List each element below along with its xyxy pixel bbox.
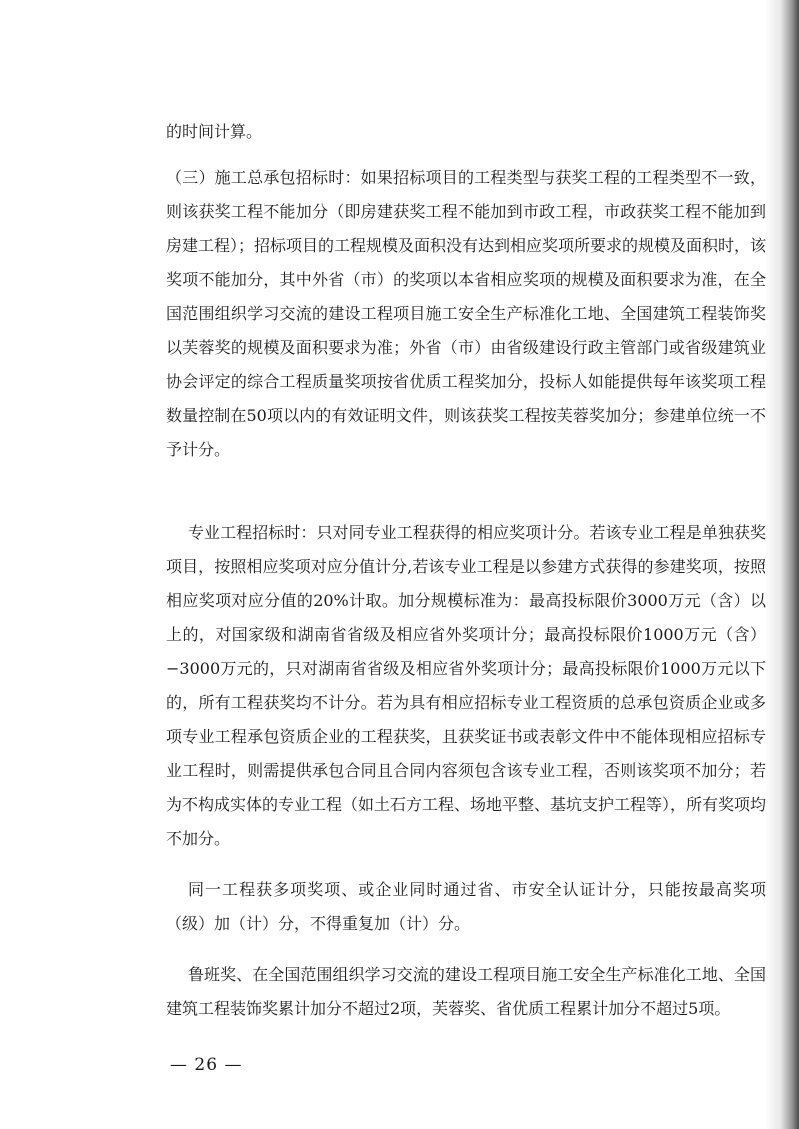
paragraph-specialty-engineering: 专业工程招标时：只对同专业工程获得的相应奖项计分。若该专业工程是单独获奖项目，按照相应奖项对应分值计分,若该专业工程是以参建方式获得的参建奖项，按照相应奖项对应分值的20%计取。加分规模标准为：最高投标限价3000万元（含）以上的，对国家级和湖南省省级及相应省外奖项计分；最高投标限价1000万元（含）−3000万元的，只对湖南省省级及相应省外奖项计分；最高投标限价1000万元以下的，所有工程获奖均不计分。若为具有相应招标专业工程资质的总承包资质企业或多项专业工程承包资质企业的工程获奖，且获奖证书或表彰文件中不能体现相应招标专业工程时，则需提供承包合同且合同内容须包含该专业工程，否则该奖项不加分；若为不构成实体的专业工程（如土石方工程、场地平整、基坑支护工程等），所有奖项均不加分。 xyxy=(166,523,767,848)
paragraph-multiple-awards: 同一工程获多项奖项、或企业同时通过省、市安全认证计分，只能按最高奖项（级）加（计）分，不得重复加（计）分。 xyxy=(166,880,766,933)
paragraph-general-contracting: （三）施工总承包招标时：如果招标项目的工程类型与获奖工程的工程类型不一致，则该获奖工程不能加分（即房建获奖工程不能加到市政工程，市政获奖工程不能加到房建工程）；招标项目的工程规模及面积没有达到相应奖项所要求的规模及面积时，该奖项不能加分，其中外省（市）的奖项以本省相应奖项的规模及面积要求为准，在全国范围组织学习交流的建设工程项目施工安全生产标准化工地、全国建筑工程装饰奖以芙蓉奖的规模及面积要求为准；外省（市）由省级建设行政主管部门或省级建筑业协会评定的综合工程质量奖项按省优质工程奖加分，投标人如能提供每年该奖项工程数量控制在50项以内的有效证明文件，则该获奖工程按芙蓉奖加分；参建单位统一不予计分。 xyxy=(166,168,767,459)
paragraph-award-limits: 鲁班奖、在全国范围组织学习交流的建设工程项目施工安全生产标准化工地、全国建筑工程装饰奖累计加分不超过2项，芙蓉奖、省优质工程累计加分不超过5项。 xyxy=(166,965,766,1018)
page-number: — 26 — xyxy=(170,1055,243,1075)
paragraph-continuation: 的时间计算。 xyxy=(166,122,263,141)
